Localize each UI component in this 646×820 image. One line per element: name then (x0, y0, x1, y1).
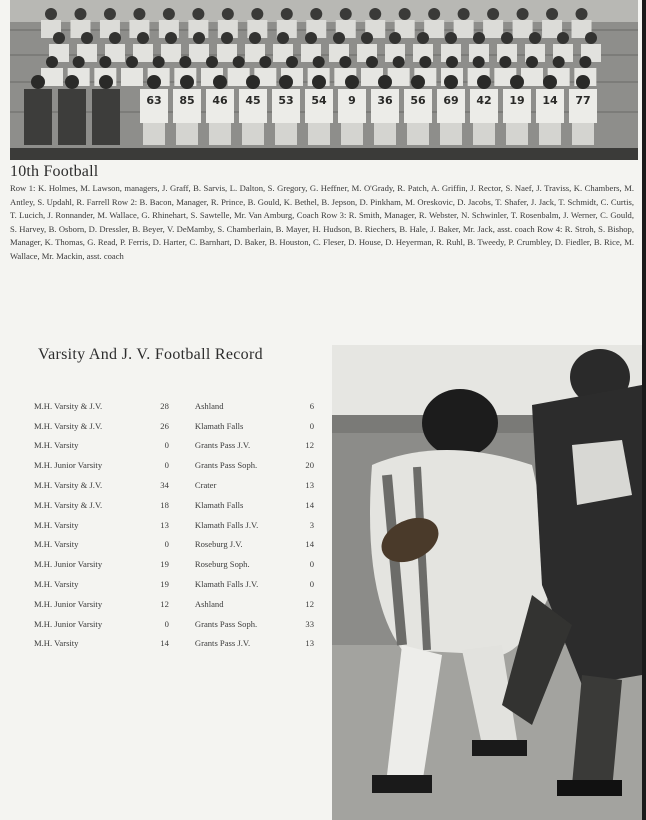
player-head (73, 56, 85, 68)
player-head (399, 8, 411, 20)
record-team: M.H. Varsity & J.V. (34, 499, 103, 510)
player-jersey (121, 68, 143, 86)
player-head (277, 32, 289, 44)
jersey-number: 42 (476, 94, 492, 107)
record-row (34, 416, 314, 436)
record-row (34, 495, 314, 515)
front-player-legs (539, 123, 561, 145)
jersey-number: 14 (542, 94, 558, 107)
player-jersey (513, 20, 533, 38)
record-score: 18 (160, 499, 169, 510)
player-head (501, 32, 513, 44)
player-head (428, 8, 440, 20)
record-row (34, 535, 314, 555)
record-opponent-score: 3 (309, 519, 314, 530)
record-opponent: Klamath Falls J.V. (194, 519, 259, 530)
front-player-legs (275, 123, 297, 145)
player-head (281, 8, 293, 20)
team-photo-illustration (10, 0, 638, 160)
front-player-head (378, 75, 392, 89)
record-opponent-score: 0 (309, 579, 314, 590)
front-player-legs (176, 123, 198, 145)
front-player-legs (374, 123, 396, 145)
player-head (53, 32, 65, 44)
record-opponent-score: 0 (309, 420, 314, 431)
jersey-number: 85 (179, 94, 195, 107)
player-head (419, 56, 431, 68)
player-head (389, 32, 401, 44)
player-head (526, 56, 538, 68)
record-opponent: Grants Pass J.V. (194, 638, 251, 649)
record-team: M.H. Varsity & J.V. (34, 400, 103, 411)
record-opponent: Klamath Falls (194, 420, 244, 431)
jersey-number: 69 (443, 94, 459, 107)
player-head (517, 8, 529, 20)
front-player-legs (473, 123, 495, 145)
front-player-legs (506, 123, 528, 145)
front-player-head (477, 75, 491, 89)
jersey-number: 36 (377, 94, 393, 107)
front-player-legs (341, 123, 363, 145)
record-opponent-score: 33 (305, 618, 314, 629)
record-score: 0 (164, 539, 169, 550)
player-head (369, 8, 381, 20)
record-row (34, 574, 314, 594)
record-row (34, 614, 314, 634)
player-jersey (483, 20, 503, 38)
record-title: Varsity And J. V. Football Record (38, 346, 263, 363)
player-head (305, 32, 317, 44)
player-head (165, 32, 177, 44)
front-player-head (279, 75, 293, 89)
record-opponent: Roseburg Soph. (194, 559, 250, 570)
player-head (585, 32, 597, 44)
record-team: M.H. Varsity (34, 440, 79, 451)
player-head (233, 56, 245, 68)
player-head (126, 56, 138, 68)
player-head (153, 56, 165, 68)
record-opponent: Grants Pass J.V. (194, 440, 251, 451)
record-team: M.H. Varsity (34, 579, 79, 590)
record-score: 0 (164, 618, 169, 629)
player-head (104, 8, 116, 20)
player-head (473, 56, 485, 68)
manager-body (58, 89, 86, 145)
record-score: 12 (160, 598, 169, 609)
front-player-head (246, 75, 260, 89)
player-jersey (189, 44, 209, 62)
team-photo (10, 0, 638, 160)
record-opponent-score: 0 (309, 559, 314, 570)
section-title: 10th Football (10, 163, 99, 180)
jersey-number: 53 (278, 94, 294, 107)
record-row (34, 455, 314, 475)
player-head (339, 56, 351, 68)
player-head (546, 8, 558, 20)
player-head (417, 32, 429, 44)
front-player-head (147, 75, 161, 89)
player-head (446, 56, 458, 68)
front-player-legs (308, 123, 330, 145)
record-opponent: Ashland (194, 598, 224, 609)
player-head (192, 8, 204, 20)
player-head (163, 8, 175, 20)
player-head (576, 8, 588, 20)
record-score: 28 (160, 400, 169, 411)
player-head (221, 32, 233, 44)
record-opponent-score: 14 (305, 499, 314, 510)
manager-head (65, 75, 79, 89)
record-team: M.H. Varsity & J.V. (34, 480, 103, 491)
player-head (251, 8, 263, 20)
record-opponent: Ashland (194, 400, 224, 411)
record-score: 0 (164, 440, 169, 451)
player-head (393, 56, 405, 68)
front-player-head (312, 75, 326, 89)
front-player-head (543, 75, 557, 89)
player-head (286, 56, 298, 68)
player-head (45, 8, 57, 20)
player-head (109, 32, 121, 44)
front-player-legs (572, 123, 594, 145)
player-head (333, 32, 345, 44)
jersey-number: 54 (311, 94, 327, 107)
manager-body (24, 89, 52, 145)
player-head (487, 8, 499, 20)
player-head (81, 32, 93, 44)
player-head (46, 56, 58, 68)
player-head (137, 32, 149, 44)
manager-head (31, 75, 45, 89)
front-player-head (510, 75, 524, 89)
roster-caption: Row 1: K. Holmes, M. Lawson, managers, J. Graff, B. Sarvis, L. Dalton, S. Gregory, G. Heffner, M. O'Grady, R. Patch, A. Griffin, J. Rector, S. Naef, J. Traviss, K. Chambers, M. Antley, S. Updahl, R. Farrell Row 2: B. Bacon, Manager, R. Prince, B. Gould, K. Bethel, B. Jepson, D. Pinkham, M. Oreskovic, D. Jacobs, T. Shafer, J. Jack, T. Schmidt, C. Curtis, T. Lucich, J. Ronnander, M. Wallace, G. Rhinehart, S. Sawtelle, Mr. Van Amburg, Coach Row 3: R. Smith, Manager, R. Webster, N. Schwinler, T. Rosenbalm, J. Werner, C. Gould, S. Harvey, B. Osborn, D. Dressler, B. Beyer, V. DeMamby, S. Chamberlain, B. Mayer, H. Hudson, B. Riechers, B. Hale, J. Baker, Mr. Jack, asst. coach Row 4: R. Stroh, S. Bishop, Manager, K. Thomas, G. Read, P. Ferris, D. Harter, C. Barnhart, D. Baker, B. Houston, C. Fleser, D. House, D. Heyerman, R. Ruhl, B. Tweedy, P. Crumbley, D. Fiedler, B. Rice, M. Wallace, Mr. Mackin, asst. coach (10, 183, 634, 261)
record-opponent-score: 13 (305, 480, 314, 491)
record-team: M.H. Varsity (34, 638, 79, 649)
front-player-head (213, 75, 227, 89)
player-head (310, 8, 322, 20)
player-head (499, 56, 511, 68)
player-jersey (521, 68, 543, 86)
record-team: M.H. Varsity & J.V. (34, 420, 103, 431)
front-player-head (411, 75, 425, 89)
player-head (74, 8, 86, 20)
player-head (249, 32, 261, 44)
record-row (34, 475, 314, 495)
manager-body (92, 89, 120, 145)
record-opponent: Roseburg J.V. (194, 539, 243, 550)
player-head (179, 56, 191, 68)
record-team: M.H. Varsity (34, 539, 79, 550)
record-row (34, 515, 314, 535)
front-player-legs (143, 123, 165, 145)
record-row (34, 396, 314, 416)
action-photo (332, 345, 642, 820)
record-score: 13 (160, 519, 169, 530)
record-opponent-score: 6 (309, 400, 314, 411)
action-photo-illustration (332, 345, 642, 820)
player-head (193, 32, 205, 44)
record-team: M.H. Varsity (34, 519, 79, 530)
player-head (553, 56, 565, 68)
player-head (222, 8, 234, 20)
jersey-number: 19 (509, 94, 525, 107)
record-score: 34 (160, 480, 169, 491)
record-opponent: Grants Pass Soph. (194, 618, 258, 629)
record-opponent: Klamath Falls (194, 499, 244, 510)
record-row (34, 436, 314, 456)
player-head (206, 56, 218, 68)
record-team: M.H. Junior Varsity (34, 618, 103, 629)
front-player-legs (440, 123, 462, 145)
player-head (340, 8, 352, 20)
jersey-number: 63 (146, 94, 162, 107)
record-score: 26 (160, 420, 169, 431)
manager-head (99, 75, 113, 89)
player-head (99, 56, 111, 68)
jersey-number: 77 (575, 94, 591, 107)
jersey-number: 45 (245, 94, 261, 107)
record-opponent-score: 13 (305, 638, 314, 649)
front-player-head (345, 75, 359, 89)
front-player-legs (242, 123, 264, 145)
record-opponent-score: 12 (305, 598, 314, 609)
record-score: 19 (160, 559, 169, 570)
record-score: 19 (160, 579, 169, 590)
record-opponent-score: 14 (305, 539, 314, 550)
front-player-legs (209, 123, 231, 145)
front-player-head (576, 75, 590, 89)
jersey-number: 56 (410, 94, 426, 107)
record-team: M.H. Junior Varsity (34, 598, 103, 609)
player-head (445, 32, 457, 44)
page-edge (642, 0, 646, 820)
front-player-head (444, 75, 458, 89)
record-opponent-score: 20 (305, 460, 314, 471)
record-opponent: Crater (194, 480, 217, 491)
jersey-number: 9 (348, 94, 356, 107)
front-player-legs (407, 123, 429, 145)
record-opponent: Klamath Falls J.V. (194, 579, 259, 590)
record-opponent: Grants Pass Soph. (194, 460, 258, 471)
player-head (458, 8, 470, 20)
player-jersey (454, 20, 474, 38)
front-player-head (180, 75, 194, 89)
record-score: 14 (160, 638, 169, 649)
player-head (557, 32, 569, 44)
player-head (133, 8, 145, 20)
player-head (259, 56, 271, 68)
record-score: 0 (164, 460, 169, 471)
player-head (529, 32, 541, 44)
player-head (361, 32, 373, 44)
record-row (34, 554, 314, 574)
record-opponent-score: 12 (305, 440, 314, 451)
player-head (579, 56, 591, 68)
jersey-number: 46 (212, 94, 228, 107)
player-head (313, 56, 325, 68)
football-record-table (34, 396, 314, 653)
player-head (473, 32, 485, 44)
record-team: M.H. Junior Varsity (34, 559, 103, 570)
record-team: M.H. Junior Varsity (34, 460, 103, 471)
record-row (34, 594, 314, 614)
player-head (366, 56, 378, 68)
record-row (34, 634, 314, 654)
